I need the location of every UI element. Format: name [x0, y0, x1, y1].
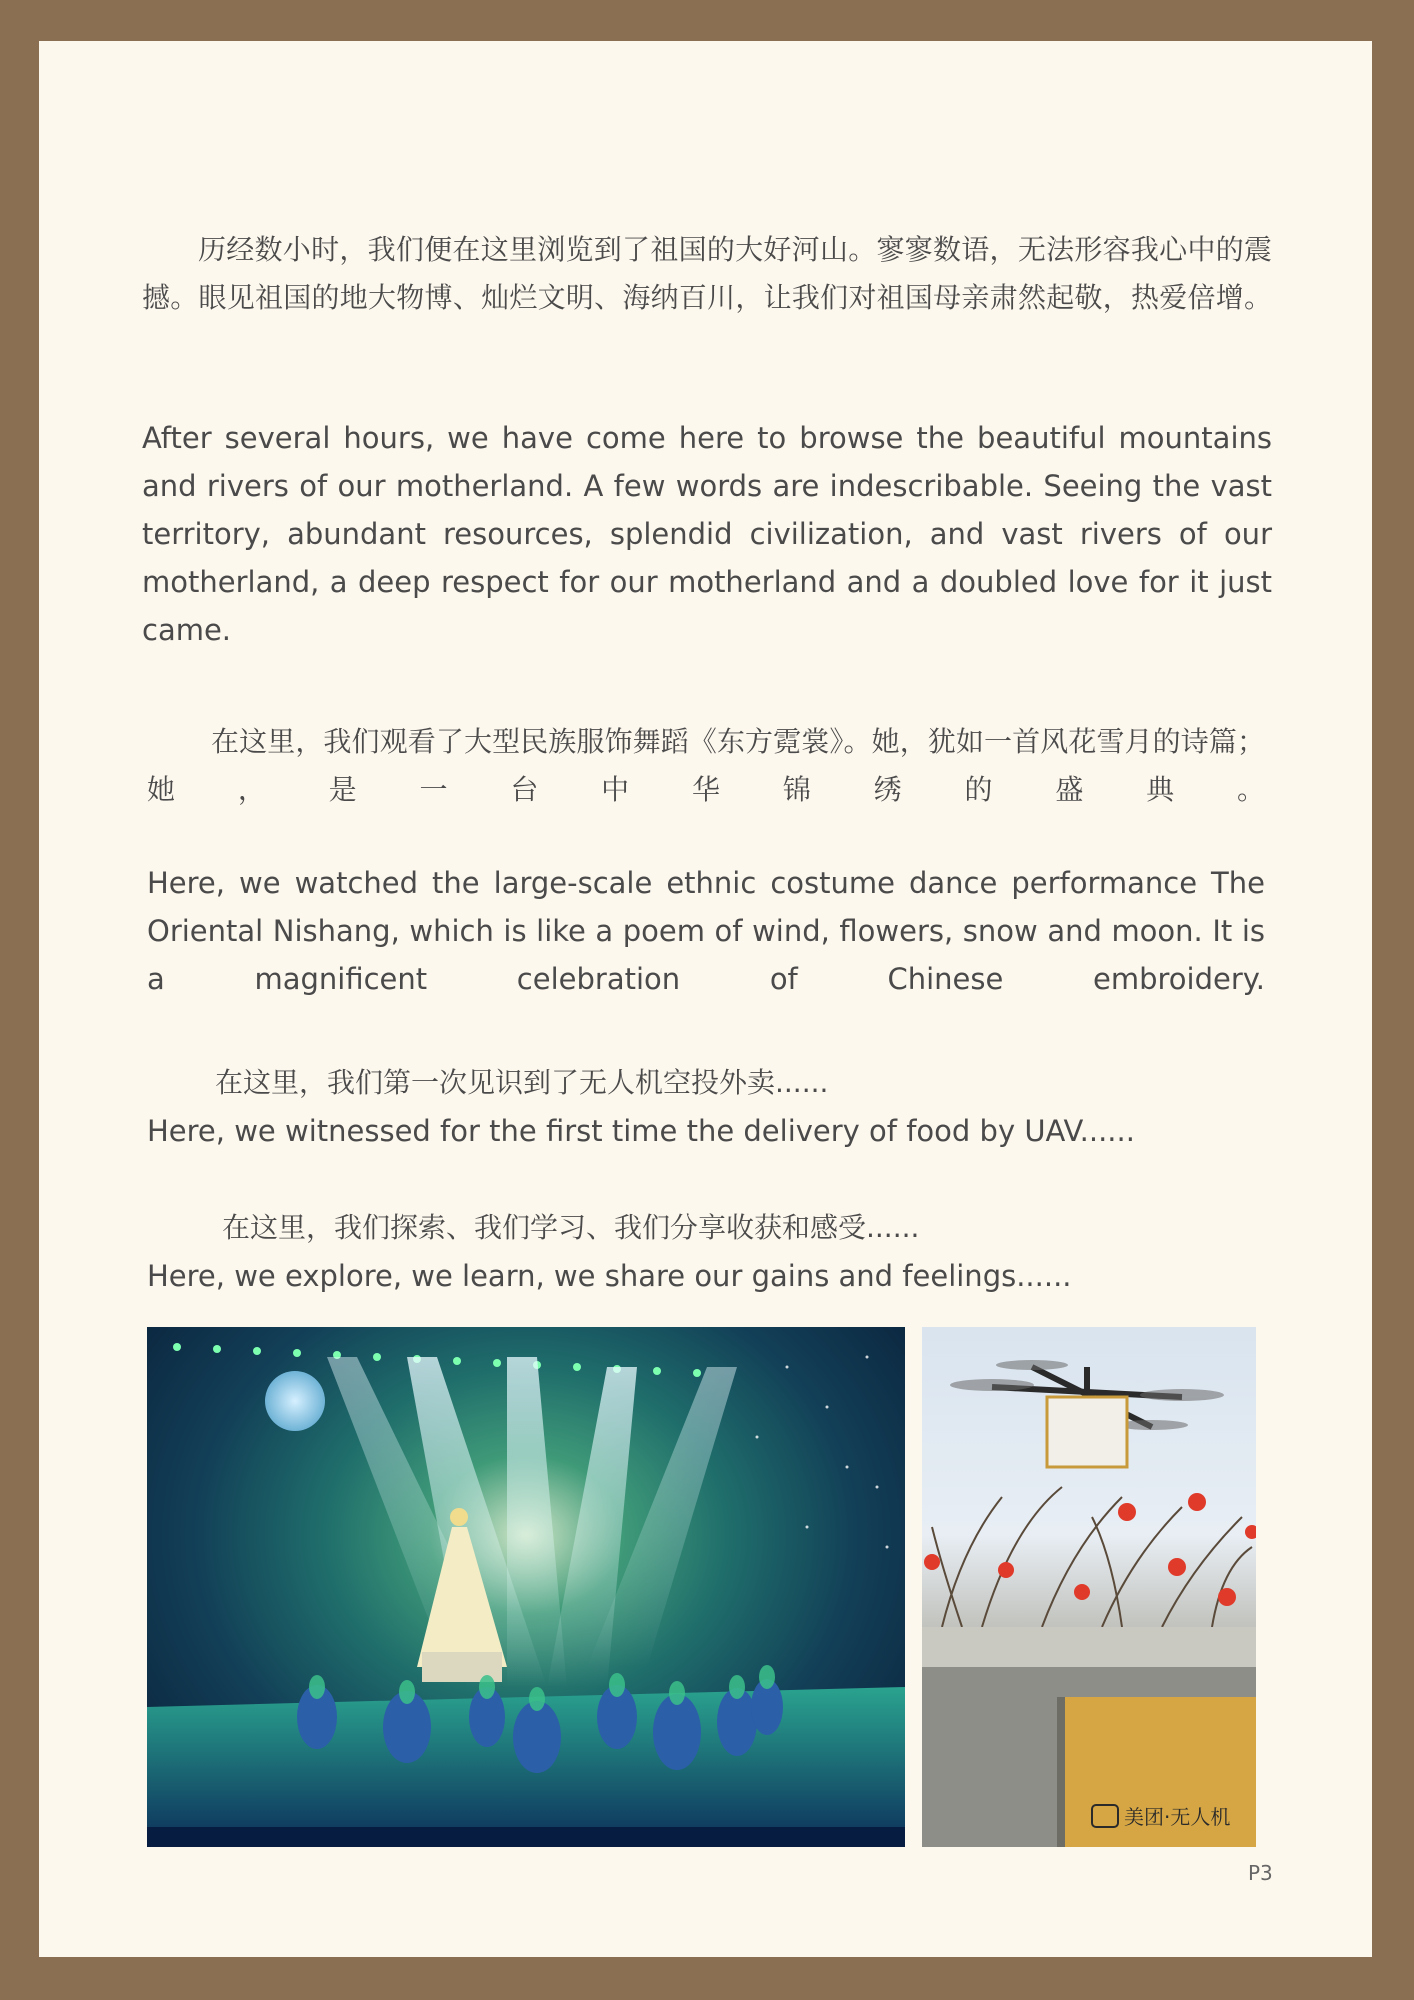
dance-performance-illustration: [147, 1327, 905, 1847]
paragraph-1-chinese: 历经数小时，我们便在这里浏览到了祖国的大好河山。寥寥数语，无法形容我心中的震撼。眼见祖国的地大物博、灿烂文明、海纳百川，让我们对祖国母亲肃然起敬，热爱倍增。: [142, 233, 1272, 314]
page-number: P3: [1248, 1861, 1273, 1885]
dance-performance-photo: [147, 1327, 905, 1847]
paragraph-3-chinese: 在这里，我们第一次见识到了无人机空投外卖......: [215, 1066, 829, 1099]
paragraph-4-english: Here, we explore, we learn, we share our gains and feelings......: [147, 1259, 1072, 1293]
paragraph-2-chinese: 在这里，我们观看了大型民族服饰舞蹈《东方霓裳》。她，犹如一首风花雪月的诗篇；她，是一台中华锦绣的盛典。: [147, 725, 1265, 806]
document-page: [39, 41, 1372, 1957]
paragraph-4-chinese: 在这里，我们探索、我们学习、我们分享收获和感受......: [222, 1211, 920, 1244]
paragraph-3-english: Here, we witnessed for the first time the delivery of food by UAV......: [147, 1114, 1135, 1148]
paragraph-1-english: After several hours, we have come here to browse the beautiful mountains and rivers of our motherland. A few words are indescribable. Seeing the vast territory, abundant resources, splendid civilization, and vast rivers of our motherland, a deep respect for our motherland and a doubled love for it just came.: [142, 421, 1272, 647]
drone-delivery-illustration: [922, 1327, 1256, 1847]
meituan-drone-sign: 美团·无人机: [1124, 1805, 1231, 1829]
drone-delivery-photo: [922, 1327, 1256, 1847]
paragraph-2-english: Here, we watched the large-scale ethnic costume dance performance The Oriental Nishang, which is like a poem of wind, flowers, snow and moon. It is a magnificent celebration of Chinese embroidery.: [147, 866, 1265, 996]
